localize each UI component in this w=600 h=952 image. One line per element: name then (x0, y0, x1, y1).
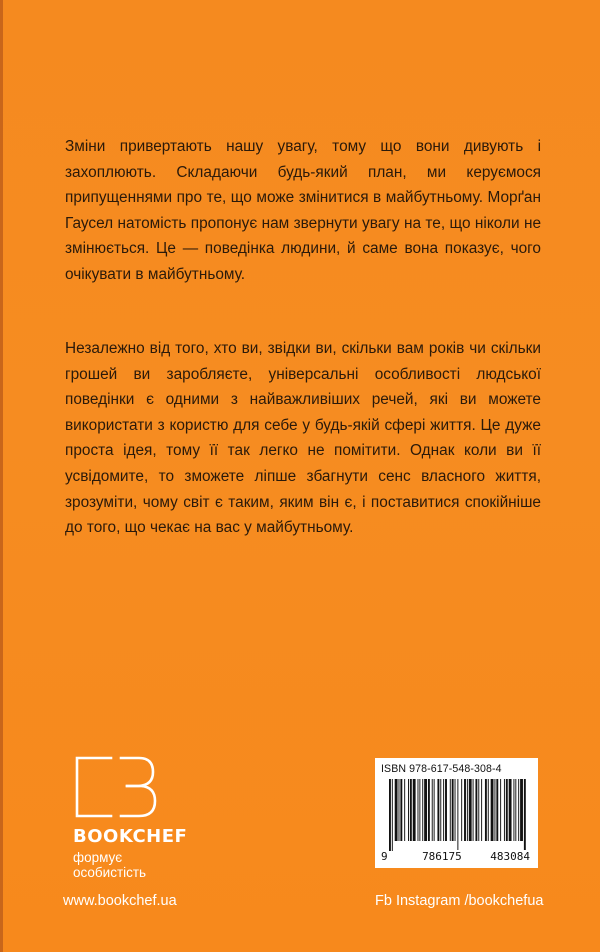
description-paragraph-2: Незалежно від того, хто ви, звідки ви, скільки вам років чи скільки грошей ви заробляєте, універсальні особливості людської поведінки є одними з найважливіших речей, які ви можете використати з користю для себе у будь-якій сфері життя. Це дуже проста ідея, тому її так легко не помітити. Однак коли ви її усвідомите, то зможете ліпше збагнути сенс власного життя, зрозуміти, чому світ є таким, яким він є, і поставитися спокійніше до того, що чекає на вас у майбутньому. (65, 340, 541, 537)
barcode-bars (381, 779, 532, 851)
barcode-digit-group-1: 786175 (422, 850, 462, 863)
barcode-graphic (381, 779, 532, 861)
barcode-digits (381, 850, 532, 863)
isbn-label: ISBN 978-617-548-308-4 (381, 763, 502, 775)
description-paragraph-1: Зміни привертають нашу увагу, тому що вони дивують і захоплюють. Складаючи будь-який план, ми керуємося припущеннями про те, що може змінитися в майбутньому. Морґан Гаусел натомість пропонує нам звернути увагу на те, що ніколи не змінюється. Це — поведінка людини, й саме вона показує, чого очікувати в майбутньому. (65, 138, 541, 283)
publisher-tagline: формує особистість (73, 850, 147, 880)
publisher-social[interactable]: Fb Instagram /bookchefua (375, 893, 544, 909)
barcode-digit-group-2: 483084 (490, 850, 530, 863)
publisher-name: BOOKCHEF (73, 826, 188, 847)
publisher-logo (73, 756, 189, 880)
barcode-digit-lead: 9 (381, 850, 388, 863)
publisher-website[interactable]: www.bookchef.ua (63, 893, 177, 909)
isbn-barcode (375, 758, 538, 868)
bookchef-logo-icon (75, 756, 157, 818)
